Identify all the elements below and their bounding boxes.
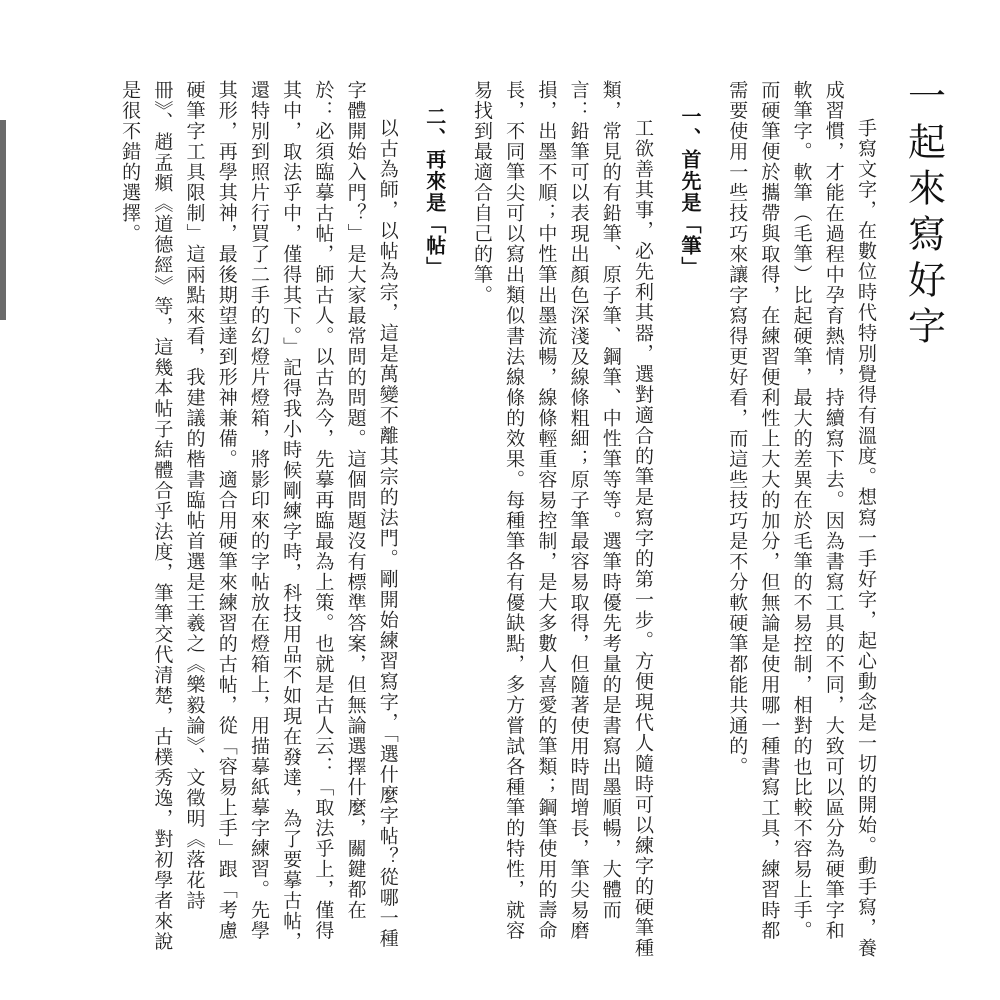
article-body (114, 80, 882, 960)
page-edge-mark (0, 120, 6, 320)
section-1-paragraph: 工欲善其事，必先利其器，選對適合的筆是寫字的第一步。方便現代人隨時可以練字的硬筆種類，常見的有鉛筆、原子筆、鋼筆、中性筆等等。選筆時優先考量的是書寫出墨順暢，大體而言：鉛筆可以表現出顏色深淺及線條粗細；原子筆最容易取得，但隨著使用時間增長，筆尖易磨損，出墨不順；中性筆出墨流暢，線條輕重容易控制，是大多數人喜愛的筆類；鋼筆使用的壽命長，不同筆尖可以寫出類似書法線條的效果。每種筆各有優缺點，多方嘗試各種筆的特性，就容易找到最適合自己的筆。 (470, 80, 654, 959)
article-title: 一起來寫好字 (901, 76, 946, 352)
section-2-paragraph: 以古為師，以帖為宗，這是萬變不離其宗的法門。剛開始練習寫字，「選什麼字帖？從哪一種字體開始入門？」是大家最常問的問題。這個問題沒有標準答案，但無論選擇什麼，關鍵都在於：必須臨摹古帖，師古人。以古為今，先摹再臨最為上策。也就是古人云：「取法乎上，僅得其中，取法乎中，僅得其下。」記得我小時候剛練字時，科技用品不如現在發達，為了要摹古帖，還特別到照片行買了二手的幻燈片燈箱，將影印來的字帖放在燈箱上，用描摹紙摹字練習。先學其形，再學其神，最後期望達到形神兼備。適合用硬筆來練習的古帖，從「容易上手」跟「考慮硬筆字工具限制」這兩點來看，我建議的楷書臨帖首選是王羲之《樂毅論》、文徵明《落花詩冊》、趙孟頫《道德經》等，這幾本帖子結體合乎法度，筆筆交代清楚，古樸秀逸，對初學者來說是很不錯的選擇。 (119, 80, 399, 952)
intro-paragraph: 手寫文字，在數位時代特別覺得有溫度。想寫一手好字，起心動念是一切的開始。動手寫，養成習慣，才能在過程中孕育熱情，持續寫下去。因為書寫工具的不同，大致可以區分為硬筆字和軟筆字。軟筆（毛筆）比起硬筆，最大的差異在於毛筆的不易控制，相對的也比較不容易上手。而硬筆便於攜帶與取得，在練習便利性上大大的加分，但無論是使用哪一種書寫工具，練習時都需要使用一些技巧來讓字寫得更好看，而這些技巧是不分軟硬筆都能共通的。 (726, 80, 877, 959)
section-2-heading: 二、再來是「帖」 (422, 106, 447, 278)
section-1-heading: 一、首先是「筆」 (677, 106, 702, 278)
